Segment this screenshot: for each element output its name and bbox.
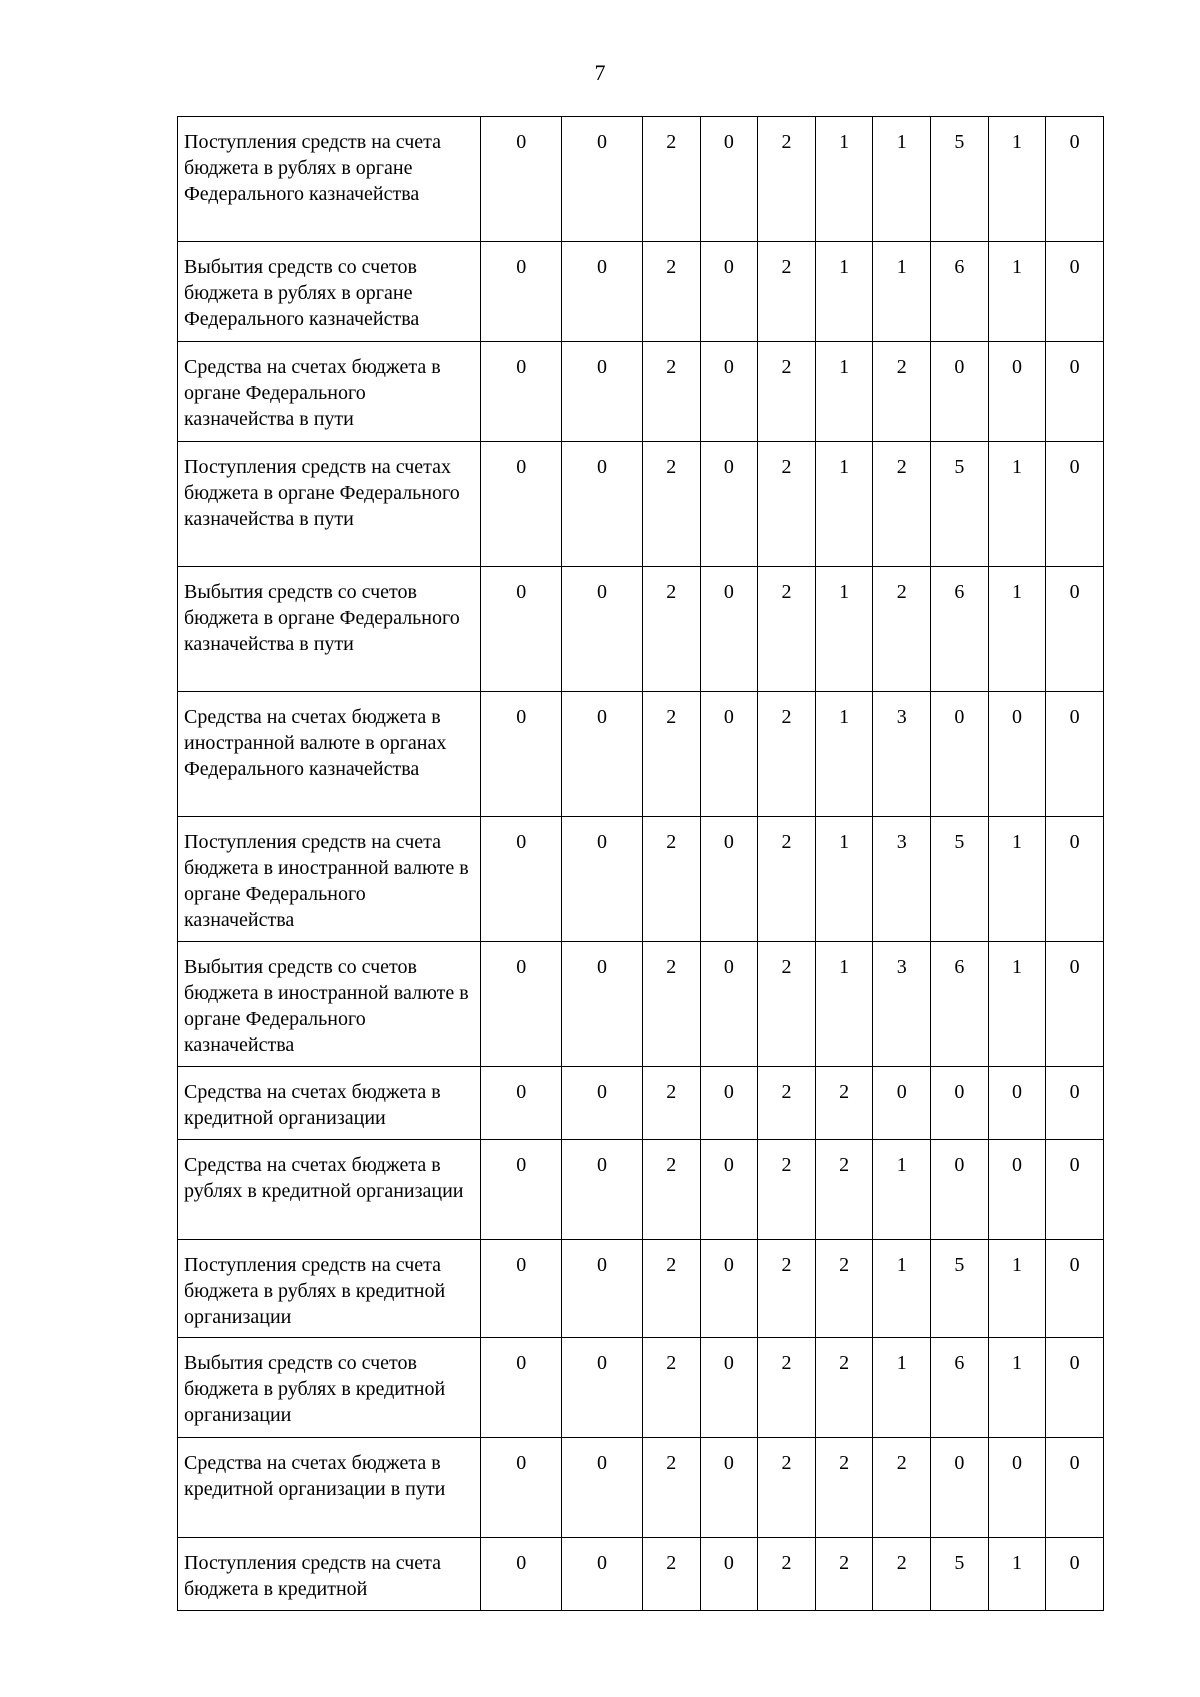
table-row — [178, 942, 1104, 1067]
code-digit-cell: 2 — [873, 1438, 931, 1538]
code-digit-cell: 2 — [642, 342, 700, 442]
table-row — [178, 1338, 1104, 1438]
code-digit-cell: 2 — [758, 442, 816, 567]
account-name-cell: Средства на счетах бюджета в иностранной валюте в органах Федерального казначейства — [178, 692, 481, 817]
account-code-table — [177, 116, 1104, 1611]
code-digit-cell: 0 — [481, 242, 562, 342]
code-digit-cell: 2 — [642, 442, 700, 567]
code-digit-cell: 0 — [562, 342, 643, 442]
code-digit-cell: 0 — [988, 1067, 1046, 1140]
code-digit-cell: 0 — [1046, 1438, 1104, 1538]
code-digit-cell: 0 — [700, 1438, 758, 1538]
code-digit-cell: 1 — [873, 117, 931, 242]
table-row — [178, 1240, 1104, 1338]
code-digit-cell: 1 — [988, 942, 1046, 1067]
code-digit-cell: 0 — [700, 942, 758, 1067]
table-row — [178, 1438, 1104, 1538]
account-name-cell: Поступления средств на счета бюджета в рублях в органе Федерального казначейства — [178, 117, 481, 242]
code-digit-cell: 2 — [758, 817, 816, 942]
table-row — [178, 1140, 1104, 1240]
code-digit-cell: 5 — [931, 442, 989, 567]
account-name-cell: Выбытия средств со счетов бюджета в рублях в органе Федерального казначейства — [178, 242, 481, 342]
code-digit-cell: 0 — [1046, 117, 1104, 242]
account-name-cell: Средства на счетах бюджета в органе Федерального казначейства в пути — [178, 342, 481, 442]
code-digit-cell: 1 — [988, 442, 1046, 567]
page-number: 7 — [594, 60, 606, 85]
code-digit-cell: 2 — [815, 1438, 873, 1538]
code-digit-cell: 2 — [642, 817, 700, 942]
code-digit-cell: 0 — [700, 1140, 758, 1240]
code-digit-cell: 0 — [700, 117, 758, 242]
table-row — [178, 1538, 1104, 1611]
code-digit-cell: 6 — [931, 1338, 989, 1438]
table-row — [178, 442, 1104, 567]
code-digit-cell: 2 — [758, 1140, 816, 1240]
code-digit-cell: 0 — [700, 1538, 758, 1611]
code-digit-cell: 0 — [700, 817, 758, 942]
code-digit-cell: 5 — [931, 1240, 989, 1338]
code-digit-cell: 2 — [758, 692, 816, 817]
code-digit-cell: 6 — [931, 942, 989, 1067]
code-digit-cell: 2 — [873, 1538, 931, 1611]
code-digit-cell: 0 — [873, 1067, 931, 1140]
code-digit-cell: 5 — [931, 1538, 989, 1611]
code-digit-cell: 0 — [562, 1140, 643, 1240]
code-digit-cell: 0 — [481, 117, 562, 242]
code-digit-cell: 0 — [481, 1240, 562, 1338]
code-digit-cell: 0 — [481, 1140, 562, 1240]
code-digit-cell: 2 — [642, 1438, 700, 1538]
code-digit-cell: 2 — [642, 942, 700, 1067]
code-digit-cell: 0 — [1046, 1338, 1104, 1438]
code-digit-cell: 0 — [562, 1067, 643, 1140]
code-digit-cell: 1 — [988, 242, 1046, 342]
code-digit-cell: 0 — [481, 442, 562, 567]
code-digit-cell: 2 — [873, 342, 931, 442]
code-digit-cell: 1 — [815, 242, 873, 342]
code-digit-cell: 2 — [758, 1538, 816, 1611]
code-digit-cell: 3 — [873, 942, 931, 1067]
code-digit-cell: 2 — [758, 117, 816, 242]
code-digit-cell: 1 — [988, 1240, 1046, 1338]
code-digit-cell: 0 — [562, 817, 643, 942]
code-digit-cell: 0 — [1046, 942, 1104, 1067]
code-digit-cell: 0 — [481, 1338, 562, 1438]
code-digit-cell: 0 — [481, 342, 562, 442]
code-digit-cell: 3 — [873, 692, 931, 817]
code-digit-cell: 0 — [700, 1240, 758, 1338]
code-digit-cell: 6 — [931, 567, 989, 692]
code-digit-cell: 0 — [562, 1338, 643, 1438]
code-digit-cell: 2 — [642, 1140, 700, 1240]
code-digit-cell: 0 — [700, 442, 758, 567]
code-digit-cell: 2 — [815, 1538, 873, 1611]
code-digit-cell: 1 — [815, 567, 873, 692]
code-digit-cell: 0 — [700, 1067, 758, 1140]
account-name-cell: Поступления средств на счета бюджета в иностранной валюте в органе Федерального казначейства — [178, 817, 481, 942]
code-digit-cell: 1 — [873, 1240, 931, 1338]
account-name-cell: Выбытия средств со счетов бюджета в органе Федерального казначейства в пути — [178, 567, 481, 692]
account-name-cell: Поступления средств на счета бюджета в кредитной — [178, 1538, 481, 1611]
code-digit-cell: 0 — [1046, 1538, 1104, 1611]
code-digit-cell: 0 — [481, 692, 562, 817]
code-digit-cell: 1 — [873, 1338, 931, 1438]
table-row — [178, 692, 1104, 817]
code-digit-cell: 0 — [481, 567, 562, 692]
code-digit-cell: 1 — [988, 567, 1046, 692]
code-digit-cell: 2 — [873, 442, 931, 567]
code-digit-cell: 0 — [562, 242, 643, 342]
code-digit-cell: 0 — [562, 942, 643, 1067]
code-digit-cell: 0 — [481, 942, 562, 1067]
code-digit-cell: 2 — [642, 242, 700, 342]
code-digit-cell: 1 — [815, 942, 873, 1067]
code-digit-cell: 0 — [931, 1438, 989, 1538]
code-digit-cell: 2 — [642, 1067, 700, 1140]
code-digit-cell: 0 — [1046, 567, 1104, 692]
code-digit-cell: 1 — [815, 692, 873, 817]
code-digit-cell: 1 — [988, 817, 1046, 942]
code-digit-cell: 0 — [700, 342, 758, 442]
code-digit-cell: 2 — [758, 242, 816, 342]
code-digit-cell: 0 — [562, 567, 643, 692]
table-row — [178, 817, 1104, 942]
code-digit-cell: 0 — [562, 1538, 643, 1611]
code-digit-cell: 0 — [1046, 1140, 1104, 1240]
code-digit-cell: 0 — [481, 817, 562, 942]
code-digit-cell: 2 — [815, 1240, 873, 1338]
table-row — [178, 242, 1104, 342]
code-digit-cell: 0 — [1046, 817, 1104, 942]
code-digit-cell: 2 — [758, 942, 816, 1067]
code-digit-cell: 0 — [988, 1438, 1046, 1538]
code-digit-cell: 1 — [988, 1538, 1046, 1611]
code-digit-cell: 0 — [1046, 242, 1104, 342]
code-digit-cell: 2 — [642, 692, 700, 817]
account-name-cell: Средства на счетах бюджета в рублях в кредитной организации — [178, 1140, 481, 1240]
code-digit-cell: 6 — [931, 242, 989, 342]
table-row — [178, 567, 1104, 692]
code-digit-cell: 2 — [758, 1240, 816, 1338]
code-digit-cell: 1 — [815, 442, 873, 567]
code-digit-cell: 2 — [642, 1338, 700, 1438]
code-digit-cell: 0 — [481, 1438, 562, 1538]
code-digit-cell: 0 — [1046, 692, 1104, 817]
account-name-cell: Выбытия средств со счетов бюджета в иностранной валюте в органе Федерального казначейства — [178, 942, 481, 1067]
code-digit-cell: 2 — [758, 342, 816, 442]
code-digit-cell: 2 — [642, 1538, 700, 1611]
code-digit-cell: 2 — [758, 567, 816, 692]
code-digit-cell: 2 — [815, 1067, 873, 1140]
code-digit-cell: 0 — [700, 567, 758, 692]
account-name-cell: Поступления средств на счета бюджета в рублях в кредитной организации — [178, 1240, 481, 1338]
code-digit-cell: 0 — [562, 1438, 643, 1538]
code-digit-cell: 2 — [642, 567, 700, 692]
code-digit-cell: 2 — [758, 1067, 816, 1140]
code-digit-cell: 0 — [1046, 442, 1104, 567]
code-digit-cell: 2 — [642, 117, 700, 242]
code-digit-cell: 1 — [873, 1140, 931, 1240]
code-digit-cell: 2 — [815, 1140, 873, 1240]
code-digit-cell: 0 — [988, 342, 1046, 442]
code-digit-cell: 0 — [931, 1140, 989, 1240]
code-digit-cell: 2 — [642, 1240, 700, 1338]
code-digit-cell: 1 — [988, 117, 1046, 242]
code-digit-cell: 0 — [481, 1067, 562, 1140]
code-digit-cell: 0 — [700, 1338, 758, 1438]
account-name-cell: Средства на счетах бюджета в кредитной организации в пути — [178, 1438, 481, 1538]
account-name-cell: Выбытия средств со счетов бюджета в рублях в кредитной организации — [178, 1338, 481, 1438]
code-digit-cell: 0 — [931, 692, 989, 817]
table-row — [178, 1067, 1104, 1140]
code-digit-cell: 1 — [873, 242, 931, 342]
code-digit-cell: 1 — [815, 117, 873, 242]
code-digit-cell: 0 — [988, 692, 1046, 817]
code-digit-cell: 5 — [931, 817, 989, 942]
code-digit-cell: 0 — [1046, 1067, 1104, 1140]
code-digit-cell: 0 — [562, 692, 643, 817]
code-digit-cell: 3 — [873, 817, 931, 942]
code-digit-cell: 0 — [931, 342, 989, 442]
code-digit-cell: 0 — [562, 1240, 643, 1338]
code-digit-cell: 0 — [1046, 342, 1104, 442]
code-digit-cell: 0 — [1046, 1240, 1104, 1338]
account-name-cell: Поступления средств на счетах бюджета в органе Федерального казначейства в пути — [178, 442, 481, 567]
code-digit-cell: 1 — [815, 342, 873, 442]
code-digit-cell: 0 — [700, 242, 758, 342]
table-row — [178, 117, 1104, 242]
code-digit-cell: 0 — [562, 117, 643, 242]
code-digit-cell: 1 — [815, 817, 873, 942]
code-digit-cell: 2 — [758, 1338, 816, 1438]
code-digit-cell: 0 — [931, 1067, 989, 1140]
code-digit-cell: 2 — [873, 567, 931, 692]
code-digit-cell: 0 — [700, 692, 758, 817]
code-digit-cell: 2 — [758, 1438, 816, 1538]
code-digit-cell: 2 — [815, 1338, 873, 1438]
code-digit-cell: 0 — [988, 1140, 1046, 1240]
table-row — [178, 342, 1104, 442]
account-name-cell: Средства на счетах бюджета в кредитной организации — [178, 1067, 481, 1140]
code-digit-cell: 0 — [562, 442, 643, 567]
code-digit-cell: 0 — [481, 1538, 562, 1611]
code-digit-cell: 5 — [931, 117, 989, 242]
code-digit-cell: 1 — [988, 1338, 1046, 1438]
